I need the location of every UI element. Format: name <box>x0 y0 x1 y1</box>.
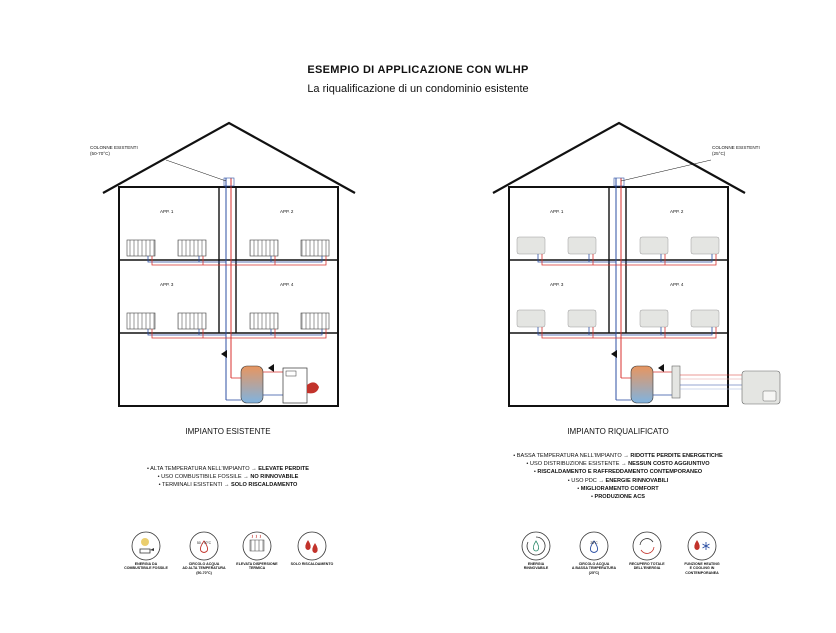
radiator <box>178 240 206 256</box>
apartment-label: APP. 1 <box>550 209 564 214</box>
apartment-label: APP. 1 <box>160 209 174 214</box>
page-title: ESEMPIO DI APPLICAZIONE CON WLHP <box>307 64 529 76</box>
page-subtitle: La riqualificazione di un condominio esistente <box>307 83 529 95</box>
bullet-item: • MIGLIORAMENTO COMFORT <box>577 485 659 492</box>
indoor-unit <box>517 237 545 254</box>
heating-only-icon <box>296 530 328 562</box>
bullet-item: • TERMINALI ESISTENTI → SOLO RISCALDAMENTO <box>158 482 298 489</box>
riser-annotation-retrofit <box>712 145 792 156</box>
bullet-item: • BASSA TEMPERATURA NELL'IMPIANTO → RIDOTTE PERDITE ENERGETICHE <box>513 453 723 459</box>
icon-label-low-temp-water: CIRCOLO ACQUA A BASSA TEMPERATURA (25°C) <box>571 562 617 575</box>
indoor-unit <box>691 237 719 254</box>
indoor-unit <box>517 310 545 327</box>
pump-icon <box>221 350 227 358</box>
thermal-loss-icon <box>241 530 273 562</box>
apartment-label: APP. 3 <box>550 282 564 287</box>
radiator <box>178 313 206 329</box>
heat-exchanger <box>672 366 680 398</box>
radiator <box>301 313 329 329</box>
caption-retrofit: IMPIANTO RIQUALIFICATO <box>567 427 669 436</box>
bullet-item: • PRODUZIONE ACS <box>591 494 645 501</box>
storage-tank <box>241 366 263 403</box>
building-walls <box>509 187 728 406</box>
caption-existing: IMPIANTO ESISTENTE <box>185 427 271 436</box>
indoor-unit <box>691 310 719 327</box>
annotation-line: COLONNE ESISTENTI <box>90 145 138 150</box>
pump-icon <box>611 350 617 358</box>
radiator <box>301 240 329 256</box>
radiator <box>127 313 155 329</box>
retrofitted-building <box>493 123 780 406</box>
bullets-retrofit <box>488 452 748 501</box>
bullet-item: • USO DISTRIBUZIONE ESISTENTE → NESSUN COSTO AGGIUNTIVO <box>526 461 710 468</box>
apartment-label: APP. 2 <box>280 209 294 214</box>
heating-cooling-icon <box>686 530 718 562</box>
roof <box>493 123 745 193</box>
energy-recovery-icon <box>631 530 663 562</box>
radiator <box>250 313 278 329</box>
low-temp-water-icon <box>578 530 610 562</box>
bullet-item: • USO COMBUSTIBILE FOSSILE → NO RINNOVABILE <box>157 474 299 481</box>
indoor-unit <box>640 237 668 254</box>
icon-label-fossil-fuel: ENERGIA DA COMBUSTIBILE FOSSILE <box>124 562 168 571</box>
bullet-item: • RISCALDAMENTO E RAFFREDDAMENTO CONTEMPORANEO <box>533 469 703 476</box>
bullet-item: • USO PDC → ENERGIE RINNOVABILI <box>567 477 669 484</box>
roof <box>103 123 355 193</box>
apartment-label: APP. 4 <box>280 282 294 287</box>
boiler <box>283 368 307 403</box>
burner <box>307 382 319 393</box>
icon-value: 50 - 70°C <box>197 541 211 545</box>
storage-tank <box>631 366 653 403</box>
annotation-line: COLONNE ESISTENTI <box>712 145 760 150</box>
radiator <box>127 240 155 256</box>
high-temp-water-icon <box>188 530 220 562</box>
apartment-label: APP. 2 <box>670 209 684 214</box>
icon-label-high-temp-water: CIRCOLO ACQUA AD ALTA TEMPERATURA (50-70°C) <box>182 562 226 575</box>
pump-icon <box>268 364 274 372</box>
indoor-unit <box>568 310 596 327</box>
fossil-fuel-icon <box>130 530 162 562</box>
bullets-existing <box>98 465 358 490</box>
renewable-energy-icon <box>520 530 552 562</box>
annotation-line: (50-70°C) <box>90 150 110 156</box>
icon-value: 25°C <box>590 541 598 545</box>
pump-icon <box>658 364 664 372</box>
apartment-label: APP. 4 <box>670 282 684 287</box>
icon-label-heating-only: SOLO RISCALDAMENTO <box>290 562 334 566</box>
indoor-unit <box>568 237 596 254</box>
riser-annotation-existing <box>90 145 170 156</box>
icon-label-energy-recovery: RECUPERO TOTALE DELL'ENERGIA <box>629 562 665 571</box>
bullet-item: • ALTA TEMPERATURA NELL'IMPIANTO → ELEVATE PERDITE <box>146 466 310 472</box>
apartment-label: APP. 3 <box>160 282 174 287</box>
existing-building <box>103 123 355 406</box>
radiator <box>250 240 278 256</box>
indoor-unit <box>640 310 668 327</box>
annotation-line: (25°C) <box>712 150 726 156</box>
icon-label-renewable: ENERGIA RINNOVABILE <box>523 562 549 571</box>
icon-label-thermal-loss: ELEVATA DISPERSIONE TERMICA <box>236 562 278 571</box>
icon-label-heating-cooling: FUNZIONE HEATING E COOLING IN CONTEMPORANEA <box>684 562 720 575</box>
